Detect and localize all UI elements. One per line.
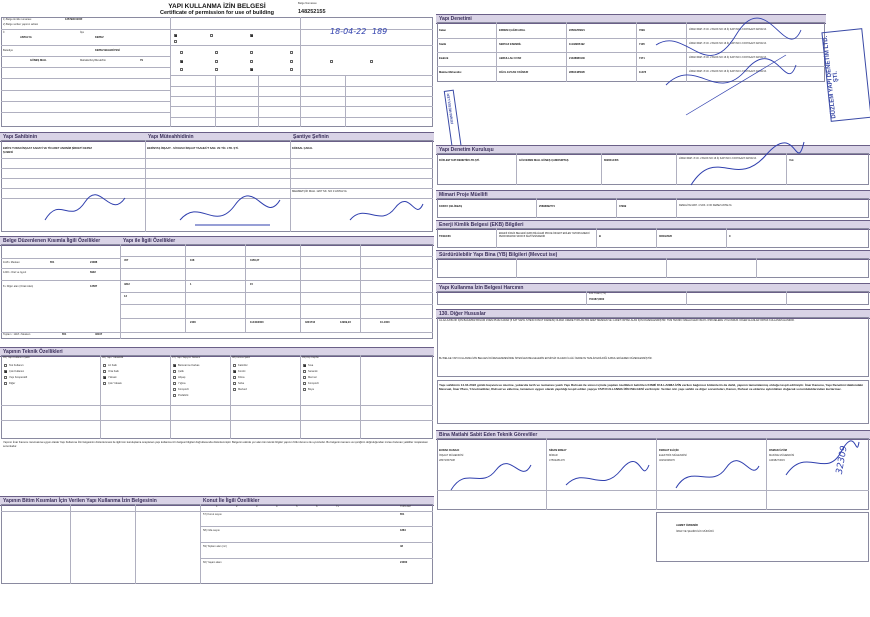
tech-group-title: 47) Yapı Taşıyıcı Sistemi <box>172 356 201 359</box>
denetim-addr: LİMAN MAH. 8 CK. 2 BLOK NO 16 İÇ KAPI NO 1 KONYAALTI ANTALYA <box>689 70 767 73</box>
section-header-owner: Yapı Sahibinin <box>0 132 145 142</box>
handwritten-number: 189 <box>372 27 388 36</box>
document-title: YAPI KULLANMA İZİN BELGESİ <box>168 3 266 10</box>
check-box[interactable] <box>233 382 236 385</box>
unit2-row-label: 60) Yaşam alanı <box>203 561 222 564</box>
check-box[interactable] <box>180 60 183 63</box>
row-label: İl <box>3 31 5 34</box>
denetim-role: Makine Mühendisi <box>439 71 462 74</box>
tech-option: Betonarme Karkas <box>178 363 200 367</box>
tech-option: Kompozit <box>308 381 319 385</box>
unit2-col: 6 <box>316 505 318 508</box>
area-label: 1118 • Mesken <box>3 261 20 264</box>
document-subtitle: Certificate of permission for use of building <box>160 10 274 16</box>
denetim-no: 21338880130 <box>569 57 585 60</box>
section-header-ekb: Enerji Kimlik Belgesi (EKB) Bilgileri <box>436 220 870 230</box>
check-box[interactable] <box>303 382 306 385</box>
row-value: GÜNEŞ MAH. <box>30 59 47 62</box>
tech-option: Yığma <box>178 381 186 385</box>
bina-title: İNŞAAT MÜHENDİSİ <box>439 454 464 457</box>
denetim-no: 11148965492 <box>569 43 585 46</box>
section-header-surdur: Sürdürülebilir Yapı Bina (YB) Bilgileri (Mevcut ise) <box>436 250 870 260</box>
section-header-bina: Bina Matlahi Sabit Eden Teknik Görevliler <box>436 430 870 440</box>
ozel-text: A1-A2-A3 BLOK İÇİN BAĞIMSIZ BÖLÜM 1'DEN 651'E KADAR (5 KAT SAHİL SİTESİ KONUT DAİRESİ) OLMAK ÜZERE TOPLAM 651 ADET MESKEN VE 1 ADET ORTAK ALAN İÇİN DÜZENLENMİŞTİR. TÜM TEKNİK ÖZELLİKLER ONAYLI PROJELERE UYGUNDUR. DİĞER ALANLAR ORTAK KULLANIM ALANIDIR. <box>439 319 795 322</box>
check-box[interactable] <box>173 364 176 367</box>
bina-no: 28971657938 <box>439 459 455 462</box>
unit-value: 13 <box>124 295 127 298</box>
denetim-addr: LİMAN MAH. 8 CK. 2 BLOK NO 16 İÇ KAPI NO 1 KONYAALTI ANTALYA <box>689 56 767 59</box>
handwritten-date: 18-04-22 <box>330 27 367 36</box>
bina-name: SİNAN ERBAY <box>549 449 567 452</box>
check-box[interactable] <box>303 364 306 367</box>
check-box[interactable] <box>250 68 253 71</box>
kurulus-tel: 8028414456 <box>604 159 619 162</box>
tech-option: Az Katlı <box>108 363 117 367</box>
contractor-name: BEZİNTAŞ İNŞAAT - SİYAHSU İNŞAAT TAAHHÜT SAN. VE TİC. LTD. ŞTİ. <box>147 147 239 150</box>
check-box[interactable] <box>180 68 183 71</box>
bina-signature-2 <box>561 460 651 495</box>
tech-option: Merkezi <box>238 387 248 391</box>
area-total-label: Toplam : 1118 • Mesken <box>3 333 31 336</box>
mimari-addr: KEMALİYE MAH. 4 SOK. 2 NO KEPEZ ANTALYA <box>679 204 732 207</box>
unit-value: 3156,27 <box>250 259 260 262</box>
check-box[interactable] <box>250 34 253 37</box>
unit-value: 15 <box>250 283 253 286</box>
tech-option: Yüksek <box>108 375 117 379</box>
tech-option: Kompozit <box>178 387 189 391</box>
unit-value: 108 <box>190 259 195 262</box>
check-box[interactable] <box>103 370 106 373</box>
unit-value: 4812 <box>124 283 130 286</box>
unit2-col: 2 <box>236 505 238 508</box>
check-box[interactable] <box>180 51 183 54</box>
check-box[interactable] <box>250 51 253 54</box>
row-label: 2) Belge verilen yapının adresi <box>3 23 39 26</box>
top-info-block <box>1 17 433 127</box>
check-box[interactable] <box>173 382 176 385</box>
tech-option: Kombi <box>238 369 246 373</box>
bina-signature-3 <box>671 460 761 495</box>
tech-option: Klima <box>238 375 245 379</box>
area-value: 6902 <box>90 271 96 274</box>
section-header-areas: Belge Düzenlenen Kısımla İlgili Özellikler <box>0 236 120 246</box>
tech-option: Diğer <box>9 381 16 385</box>
unit2-col: 3 <box>256 505 258 508</box>
kurulus-name: DÜZLEM YAPI DENETİM LTD.ŞTİ. <box>439 159 480 162</box>
denetim-name: ERDEM ÇAĞRI ARAL <box>499 29 526 32</box>
check-box[interactable] <box>330 60 333 63</box>
tech-option: Kalorifer <box>238 363 248 367</box>
left-page <box>0 0 434 617</box>
unit-value: 2400 <box>190 321 196 324</box>
kurulus-no: Yok <box>789 159 794 162</box>
owner-signature <box>40 190 130 230</box>
ekb-val: C <box>729 235 731 238</box>
bina-no: 44938273615 <box>769 459 785 462</box>
denetim-oda: 7471 <box>639 57 645 60</box>
denetim-oda: 11478 <box>639 71 647 74</box>
check-box[interactable] <box>215 60 218 63</box>
unit2-total: 48 <box>400 545 403 548</box>
section-header-harcama: Yapı Kullanma İzin Belgesi Harcının <box>436 283 870 293</box>
denetim-addr: LİMAN MAH. 8 CK. 2 BLOK NO 16 İÇ KAPI NO 1 KONYAALTI ANTALYA <box>689 42 767 45</box>
check-box[interactable] <box>174 40 177 43</box>
bina-signature-1 <box>446 460 536 495</box>
tech-option: Mermer <box>308 375 317 379</box>
tech-block <box>1 355 433 439</box>
check-box[interactable] <box>103 382 106 385</box>
denetim-name: ABDULLAH UYAR <box>499 57 522 60</box>
check-box[interactable] <box>103 364 106 367</box>
denetim-oda: 7105 <box>639 43 645 46</box>
check-box[interactable] <box>4 382 7 385</box>
check-box[interactable] <box>173 370 176 373</box>
approval-text: Yapı sahibinin 14.04.2022 günlü başvurusu üzerine, yukarıda tarih ve numarası yazılı Yapı Ruhsatı ile süresi içinde yapılan özellikleri belirtilen KISMİ KULLANMA İZİN verilen bağımsız bölümlerin da dahil, yapının tamamlanmış olduğu tespit edilmiştir. İmar Kanunu, Yapı Denetimi Hakkındaki Mevzuat, İmar Planı, Yönetmelikler, Ruhsat ve eklerine, tamamen uygun olarak yapıldığı tespit edilen yapıya YAPI KULLANMA İZİN BELGESİ verilmiştir. Verilen izin yapı sahibi ve diğer sorumluları, Kanun, Ruhsat ve eklerine aykırılıktan doğacak sorumluluklarından kurtarmaz. <box>439 383 863 392</box>
bina-no: 40291938476 <box>659 459 675 462</box>
final-signer-name: AHMET ÖZDEMİR <box>676 524 698 527</box>
unit2-total: 1884 <box>400 529 406 532</box>
check-box[interactable] <box>370 60 373 63</box>
unit-value: 1 <box>190 283 192 286</box>
tech-option: Prefabrik <box>178 393 189 397</box>
doc-no-label: Belge Numarası <box>298 2 317 5</box>
unit2-row-label: 58) Oda sayısı <box>203 529 220 532</box>
tech-option: Orta Katlı <box>108 369 119 373</box>
unit2-col: 7+ <box>336 505 339 508</box>
notice-text: Yapının İmar Kanunu mevzuatına uygun olarak Yapı Kullanma İzin belgesinin düzenlenmesi ile ilgili tüm kuruluşlarca onaylanan yapı kullanma izin belgesi bilgileri doğrultusunda düzenlenmiştir. Belgenin ekinde yer alan tüm teknik bilgiler yapının fiziki durumu ile uyumludur. Bu belgenin tamamı ve içeriğinin doğruluğundan imzası bulunan yetkililer müştereken sorumludur. <box>3 441 429 448</box>
unit2-col: 5 <box>296 505 298 508</box>
tech-group-title: 46) Yapı Yükseklik <box>102 356 124 359</box>
check-box[interactable] <box>173 394 176 397</box>
unit2-col: 1 <box>216 505 218 508</box>
unit2-total: 24000 <box>400 561 408 564</box>
kurulus-addr: GÜLVEREN MAH. GÜNEŞ ÇAMOSIRTAŞ <box>519 159 569 162</box>
denetim-role: Elektrik <box>439 57 449 60</box>
denetim-role: Kalan <box>439 29 447 32</box>
unit-value: 11440/2000 <box>250 321 264 324</box>
tech-option: Tek Kullanıcı <box>9 363 24 367</box>
check-box[interactable] <box>233 376 236 379</box>
check-box[interactable] <box>173 376 176 379</box>
bina-title: ELEKTRİK MÜHENDİSİ <box>659 454 687 457</box>
denetim-no: 28604485095 <box>569 71 585 74</box>
section-header-ozel: 130. Diğer Hususlar <box>436 309 870 319</box>
check-box[interactable] <box>4 364 7 367</box>
tech-option: Çelik <box>178 369 184 373</box>
unit2-total: 651 <box>400 513 405 516</box>
company-stamp: DÜZLEM YAPI DENETİM LTD. ŞTİ. <box>821 28 870 122</box>
row-value: ANTALYA <box>20 36 32 39</box>
unit-value: 12909,23 <box>340 321 351 324</box>
bina-name: OSMAN ÜZÜM <box>769 449 787 452</box>
area-label: 1230 • Otel ve Işyeri <box>3 271 27 274</box>
area-label: 8 • Diğer alan (Ortak Alan) <box>3 285 34 288</box>
surdur-block <box>437 258 869 278</box>
section-header-contractor: Yapı Müteahhidinin <box>145 132 290 142</box>
section-header-site: Şantiye Şefinin <box>290 132 434 142</box>
mimari-block <box>437 198 869 218</box>
check-box[interactable] <box>215 51 218 54</box>
section-header-mimari: Mimari Proje Müellifi <box>436 190 870 200</box>
check-box[interactable] <box>103 376 106 379</box>
denetim-no: 22581256621 <box>569 29 585 32</box>
check-box[interactable] <box>290 60 293 63</box>
tech-group-title: 48) Isıtma Şekli <box>232 356 250 359</box>
unit-value: 457 <box>124 259 129 262</box>
ozel-text2: BU BELGE YAPI KULLANMA İZİN BELGESİ DÜZENLENMESİNDE İSTENİLEN BELGELERİN EKSİKSİZ OLARAK İLGİLİ İDAREYE TESLİM EDİLDİĞİ KABUL EDİLEREK DÜZENLENMİŞTİR. <box>439 357 653 360</box>
check-box[interactable] <box>303 388 306 391</box>
tech-option: Soba <box>238 381 245 385</box>
denetim-name: OĞUL EVCAN YAĞMUR <box>499 71 529 74</box>
unit2-row-label: 57) Konut sayısı <box>203 513 222 516</box>
row-label: Mahalle/Köy/Mevki/No <box>80 59 106 62</box>
area-value: 24088 <box>90 261 98 264</box>
tech-option: Boya <box>308 387 314 391</box>
area-total-2: 46107 <box>95 333 103 336</box>
check-box[interactable] <box>215 68 218 71</box>
row-value: KEPEZ <box>95 36 104 39</box>
section-header-sign: Yapının Bitim Kısımları İçin Verilen Yapı Kullanma İzin Belgesinin <box>0 496 200 506</box>
tech-option: Yapı Kooperatifi <box>9 375 28 379</box>
area-value: 651 <box>50 261 55 264</box>
final-sign-block <box>656 512 869 562</box>
ekb-no: TKSEC66 <box>439 235 451 238</box>
harcama-block <box>437 291 869 305</box>
right-page <box>436 0 870 617</box>
row-value: 1257B4C4C8F <box>65 18 83 21</box>
handwritten-registry-number: 32309 <box>834 445 850 475</box>
denetim-oda: 7699 <box>639 29 645 32</box>
ozel-block <box>437 317 869 377</box>
site-chief-name: KÖKSAL ÇAKAL <box>292 147 313 150</box>
denetim-signatures <box>646 25 806 125</box>
tech-group-title: 45) Yapı Kullanım Şekli <box>3 356 30 359</box>
section-header-type: Yapının Teknik Özellikleri <box>0 347 434 357</box>
area-total: 651 <box>62 333 67 336</box>
mimari-oda: 37999 <box>619 205 627 208</box>
row-label: 1) Belge kimlik numarası <box>3 18 32 21</box>
section-header-denetim: Yapı Denetimi <box>436 14 826 24</box>
owner-name: EMİYE TURAN İNŞAAT SANAYİ VE TİCARET ANONİM ŞİRKETİ KEPEZ ŞUBESİ <box>3 147 93 154</box>
kurulus-signature <box>686 140 806 190</box>
bina-title: MİMAR <box>549 454 558 457</box>
check-box[interactable] <box>233 364 236 367</box>
kurulus-addr2: LİMAN MAH. 8 CK. 2 BLOK NO 16 İÇ KAPI NO 1 KONYAALTI ANTALYA <box>679 157 757 160</box>
bina-name: FERHAT ELİÇİN <box>659 449 679 452</box>
row-label: İlçe <box>80 31 85 34</box>
denetim-addr: LİMAN MAH. 8 CK. 2 BLOK NO 16 İÇ KAPI NO 1 KONYAALTI ANTALYA <box>689 28 767 31</box>
bina-no: 47562281476 <box>549 459 565 462</box>
fenni-mesuller-stamp: FENNİ MESULLER <box>444 90 463 153</box>
check-box[interactable] <box>250 60 253 63</box>
mimari-no: 25896892774 <box>539 205 555 208</box>
harc-label: 121 Tutarı (TL) <box>589 292 607 295</box>
row-value: KEPEZ BELEDİYESİ <box>95 49 120 52</box>
check-box[interactable] <box>303 376 306 379</box>
unit-value: 3201716 <box>305 321 316 324</box>
tech-option: Çok Kullanıcı <box>9 369 25 373</box>
bina-name: BURAK DANACI <box>439 449 460 452</box>
section-header-unit2: Konut İle İlgili Özellikler <box>200 496 434 506</box>
tech-option: Seramik <box>308 369 318 373</box>
mimari-name: KORAY ÇELİKBAŞ <box>439 205 463 208</box>
check-box[interactable] <box>303 370 306 373</box>
check-box[interactable] <box>233 388 236 391</box>
section-header-kurulus: Yapı Denetim Kuruluşu <box>436 145 870 155</box>
check-box[interactable] <box>210 34 213 37</box>
row-label: Belediye <box>3 49 13 52</box>
check-box[interactable] <box>4 376 7 379</box>
check-box[interactable] <box>4 370 7 373</box>
ekb-text: ENERJİ KİMLİK BELGESİ (EKB) BİLGİLERİ PROJE İNKADIT EDİLEN YAPININ ENERJİ PERFORMANSI SINIFI B SEVİYESİNDEDİR <box>499 233 590 238</box>
row-value: 79 <box>140 59 143 62</box>
tech-option: Çok Yüksek <box>108 381 122 385</box>
check-box[interactable] <box>290 51 293 54</box>
ekb-date: 06/04/2026 <box>659 235 672 238</box>
denetim-name: SERVAZ ESENDİL <box>499 43 522 46</box>
final-signer-title: İMAR VE ŞEHİRCİLİK MÜDÜRÜ <box>676 530 715 533</box>
ekb-class: B <box>599 235 601 238</box>
site-chief-address: MEHMETÇİK MAH. 1267 SK. NO 3 ANTALYA <box>292 190 347 193</box>
tech-option: Sıva <box>308 363 314 367</box>
unit2-col: TOPLAM <box>400 505 411 508</box>
contractor-signature <box>175 195 285 235</box>
site-chief-signature <box>345 200 425 230</box>
check-box[interactable] <box>290 68 293 71</box>
denetim-role: Statik <box>439 43 447 46</box>
area-value: 12587 <box>90 285 98 288</box>
check-box[interactable] <box>233 370 236 373</box>
tech-option: Ahşap <box>178 375 186 379</box>
tech-group-title: 49) Dış Cephe <box>302 356 319 359</box>
doc-number: 148252155 <box>298 9 326 15</box>
unit-value: 10-1000 <box>380 321 390 324</box>
check-box[interactable] <box>173 388 176 391</box>
bina-title: MAKİNE MÜHENDİSİ <box>769 454 795 457</box>
harc-value: 701087,8000 <box>589 298 605 301</box>
unit2-col: 4 <box>276 505 278 508</box>
section-header-unit: Yapı ile İlgili Özellikler <box>120 236 434 246</box>
unit2-row-label: 59) Toplam alan (m²) <box>203 545 227 548</box>
check-box[interactable] <box>174 34 177 37</box>
